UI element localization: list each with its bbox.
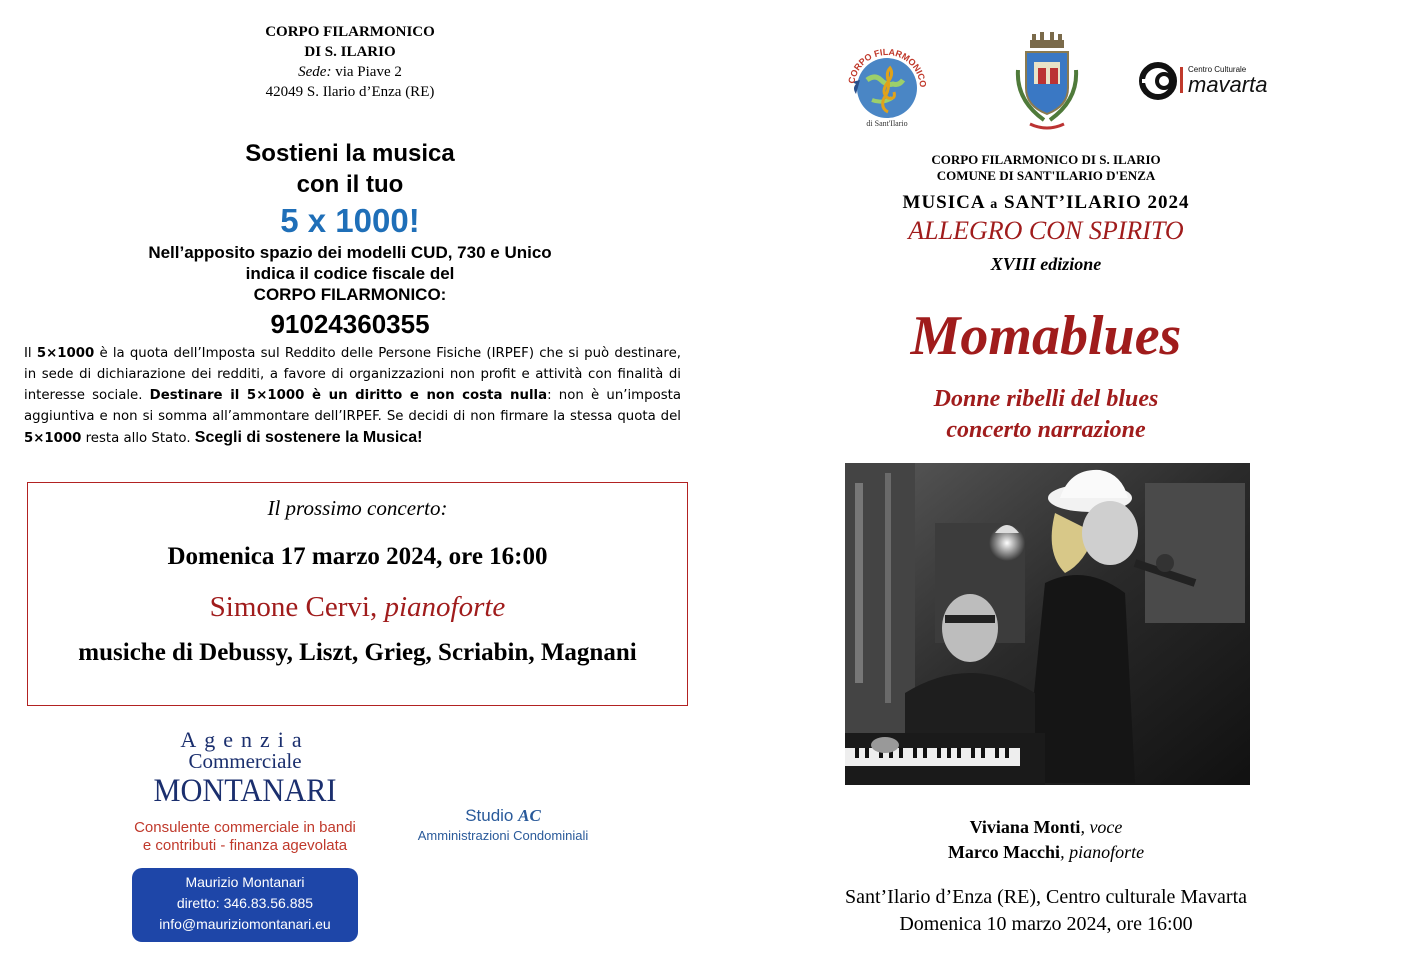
header-line-1: CORPO FILARMONICO bbox=[265, 24, 435, 40]
series-title bbox=[846, 192, 1246, 214]
edition: XVIII edizione bbox=[990, 254, 1102, 274]
venue-and-date bbox=[760, 884, 1332, 938]
sede-address: via Piave 2 bbox=[331, 64, 402, 80]
singer-pianist-photo bbox=[845, 463, 1250, 785]
header-line-2: DI S. ILARIO bbox=[304, 44, 396, 60]
performer-name: Viviana Monti bbox=[969, 817, 1081, 837]
series-part-b: SANT’ILARIO 2024 bbox=[998, 192, 1190, 213]
corpo-filarmonico-logo bbox=[842, 42, 932, 132]
next-concert-artist: Simone Cervi, bbox=[209, 591, 378, 623]
logo-arc-text: CORPO FILARMONICO bbox=[846, 46, 929, 88]
sponsor-line-1: Agenzia bbox=[180, 727, 310, 752]
para-text-3: : non è un’imposta aggiuntiva e non si somma all’ammontare dell’IRPEF. Se decidi di non firmare la stessa quota del bbox=[24, 388, 681, 424]
para-bold-2: Destinare il 5×1000 è un diritto e non costa nulla bbox=[149, 388, 548, 403]
studio-name bbox=[398, 806, 608, 826]
series-part-small: a bbox=[990, 197, 999, 212]
performer-row bbox=[846, 840, 1246, 865]
para-text-4: resta allo Stato. bbox=[81, 431, 195, 446]
sponsor-line-2: Commerciale bbox=[188, 749, 302, 773]
five-per-thousand-highlight: 5 x 1000! bbox=[280, 202, 420, 239]
support-line-4: indica il codice fiscale del bbox=[245, 264, 455, 283]
subtitle-line-2: concerto narrazione bbox=[946, 417, 1146, 443]
studio-ac-logo bbox=[398, 806, 608, 843]
performers-photo bbox=[845, 463, 1250, 785]
sponsor-contact-card bbox=[132, 868, 358, 942]
coat-of-arms-icon bbox=[1010, 30, 1084, 134]
next-concert-box bbox=[27, 482, 688, 706]
globe-treble-clef-icon bbox=[842, 42, 932, 132]
next-concert-performer bbox=[28, 591, 687, 624]
support-line-3: Nell’apposito spazio dei modelli CUD, 730 e Unico bbox=[148, 243, 552, 262]
studio-tagline: Amministrazioni Condominiali bbox=[417, 828, 589, 843]
explanation-paragraph bbox=[24, 343, 681, 449]
concert-title: Momablues bbox=[910, 305, 1182, 367]
mavarta-logo bbox=[1136, 55, 1296, 107]
studio-mark: AC bbox=[518, 806, 541, 825]
next-concert-program: musiche di Debussy, Liszt, Grieg, Scriabin, Magnani bbox=[78, 639, 637, 666]
para-closing: Scegli di sostenere la Musica! bbox=[194, 429, 423, 446]
sponsor-email: info@mauriziomontanari.eu bbox=[159, 916, 331, 932]
performer-role: , voce bbox=[1080, 817, 1123, 837]
festival-name: ALLEGRO CON SPIRITO bbox=[908, 216, 1184, 245]
concert-subtitle bbox=[846, 384, 1246, 446]
comune-coat-of-arms bbox=[1010, 30, 1084, 134]
para-bold-1: 5×1000 bbox=[36, 346, 95, 361]
series-part-a: MUSICA bbox=[902, 192, 991, 213]
organizer-2: COMUNE DI SANT'ILARIO D'ENZA bbox=[936, 168, 1156, 183]
next-concert-date: Domenica 17 marzo 2024, ore 16:00 bbox=[167, 543, 548, 570]
sede-label: Sede: bbox=[298, 64, 332, 80]
sponsor-desc-1: Consulente commerciale in bandi bbox=[134, 819, 356, 836]
para-text-2: è la quota dell’Imposta sul Reddito delle Persone Fisiche (IRPEF) che si può destinare, in sede di dichiarazione dei redditi, a favore di organizzazioni non profit e attività con finalità di interesse sociale. bbox=[24, 346, 681, 403]
venue: Sant’Ilario d’Enza (RE), Centro culturale Mavarta bbox=[844, 886, 1248, 908]
subtitle-line-1: Donne ribelli del blues bbox=[933, 386, 1159, 412]
performers-list bbox=[846, 815, 1246, 865]
header-city: 42049 S. Ilario d’Enza (RE) bbox=[265, 84, 435, 100]
mavarta-swirl-icon bbox=[1136, 55, 1296, 107]
performer-role: , pianoforte bbox=[1060, 842, 1145, 862]
next-concert-label: Il prossimo concerto: bbox=[267, 496, 448, 520]
para-text-1: Il bbox=[24, 346, 37, 361]
logo-bottom-text: di Sant'Ilario bbox=[866, 119, 908, 128]
support-line-2: con il tuo bbox=[296, 171, 404, 198]
organizer-1: CORPO FILARMONICO DI S. ILARIO bbox=[931, 152, 1161, 167]
association-header bbox=[200, 22, 500, 102]
concert-date: Domenica 10 marzo 2024, ore 16:00 bbox=[899, 913, 1193, 935]
sponsor-desc-2: e contributi - finanza agevolata bbox=[142, 837, 348, 854]
performer-row bbox=[846, 815, 1246, 840]
mavarta-name-text: mavarta bbox=[1188, 72, 1268, 97]
sponsor-description bbox=[128, 819, 362, 855]
sponsor-montanari-ad bbox=[128, 723, 362, 945]
sponsor-contact-name: Maurizio Montanari bbox=[185, 874, 305, 890]
support-line-1: Sostieni la musica bbox=[245, 140, 455, 167]
para-bold-3: 5×1000 bbox=[24, 431, 82, 446]
fiscal-code: 91024360355 bbox=[270, 309, 430, 339]
sponsor-phone: diretto: 346.83.56.885 bbox=[176, 895, 314, 911]
organizers bbox=[846, 152, 1246, 184]
performer-name: Marco Macchi bbox=[947, 842, 1061, 862]
mavarta-small-text: Centro Culturale bbox=[1188, 65, 1247, 74]
header-address bbox=[200, 62, 500, 82]
studio-name-text: Studio bbox=[465, 806, 519, 825]
support-line-5: CORPO FILARMONICO: bbox=[253, 285, 447, 304]
five-per-thousand-block bbox=[60, 138, 640, 341]
sponsor-name: MONTANARI bbox=[153, 773, 337, 809]
next-concert-instrument: pianoforte bbox=[377, 591, 506, 623]
